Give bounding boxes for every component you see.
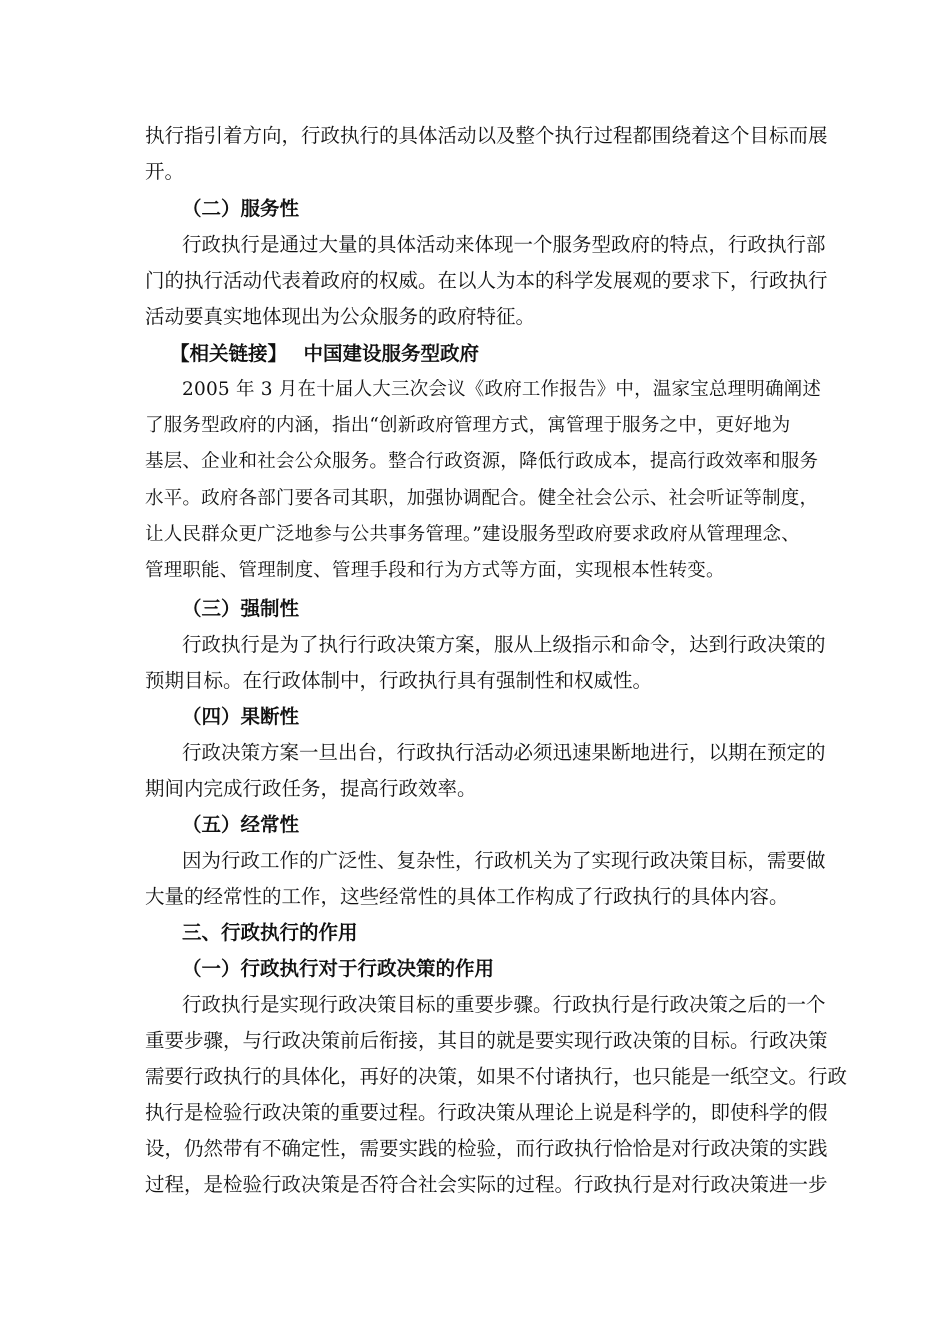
section-heading-decisive: （四）果断性 (182, 705, 300, 728)
related-link-line: 管理职能、管理制度、管理手段和行为方式等方面，实现根本性转变。 (145, 560, 725, 581)
related-link-line: 2005 年 3 月在十届人大三次会议《政府工作报告》中，温家宝总理明确阐述 (182, 379, 822, 400)
body-paragraph-line: 需要行政执行的具体化，再好的决策，如果不付诸执行，也只能是一纸空文。行政 (145, 1065, 848, 1088)
body-paragraph-line: 行政执行是实现行政决策目标的重要步骤。行政执行是行政决策之后的一个 (182, 993, 826, 1016)
body-paragraph-line: 行政决策方案一旦出台，行政执行活动必须迅速果断地进行，以期在预定的 (182, 741, 826, 764)
related-link-line: 让人民群众更广泛地参与公共事务管理。”建设服务型政府要求政府从管理理念、 (145, 524, 800, 545)
chapter-heading-role: 三、行政执行的作用 (182, 921, 358, 944)
body-paragraph-line: 行政执行是为了执行行政决策方案，服从上级指示和命令，达到行政决策的 (182, 633, 826, 656)
body-paragraph-line: 门的执行活动代表着政府的权威。在以人为本的科学发展观的要求下，行政执行 (145, 269, 828, 292)
body-paragraph-line: 因为行政工作的广泛性、复杂性，行政机关为了实现行政决策目标，需要做 (182, 849, 826, 872)
body-paragraph-line: 过程，是检验行政决策是否符合社会实际的过程。行政执行是对行政决策进一步 (145, 1173, 828, 1196)
body-paragraph-line: 预期目标。在行政体制中，行政执行具有强制性和权威性。 (145, 669, 653, 692)
body-paragraph-line: 期间内完成行政任务，提高行政效率。 (145, 777, 477, 800)
related-link-line: 了服务型政府的内涵，指出“创新政府管理方式，寓管理于服务之中，更好地为 (145, 415, 791, 436)
body-paragraph-line: 重要步骤，与行政决策前后衔接，其目的就是要实现行政决策的目标。行政决策 (145, 1029, 828, 1052)
body-paragraph-line: 活动要真实地体现出为公众服务的政府特征。 (145, 305, 536, 328)
body-paragraph-line: 执行是检验行政决策的重要过程。行政决策从理论上说是科学的，即使科学的假 (145, 1101, 828, 1124)
body-paragraph-line: 设，仍然带有不确定性，需要实践的检验，而行政执行恰恰是对行政决策的实践 (145, 1137, 828, 1160)
body-paragraph-line: 行政执行是通过大量的具体活动来体现一个服务型政府的特点，行政执行部 (182, 233, 826, 256)
body-paragraph-line: 大量的经常性的工作，这些经常性的具体工作构成了行政执行的具体内容。 (145, 885, 789, 908)
section-heading-mandatory: （三）强制性 (182, 597, 300, 620)
related-link-line: 基层、企业和社会公众服务。整合行政资源，降低行政成本，提高行政效率和服务 (145, 451, 819, 472)
related-link-heading: 【相关链接】 中国建设服务型政府 (170, 342, 480, 365)
section-heading-service: （二）服务性 (182, 197, 300, 220)
section-heading-regular: （五）经常性 (182, 813, 300, 836)
related-link-line: 水平。政府各部门要各司其职，加强协调配合。健全社会公示、社会听证等制度， (145, 488, 819, 509)
section-heading-decision-role: （一）行政执行对于行政决策的作用 (182, 957, 495, 980)
body-paragraph-line: 开。 (145, 160, 185, 183)
body-paragraph-line: 执行指引着方向，行政执行的具体活动以及整个执行过程都围绕着这个目标而展 (145, 124, 828, 147)
